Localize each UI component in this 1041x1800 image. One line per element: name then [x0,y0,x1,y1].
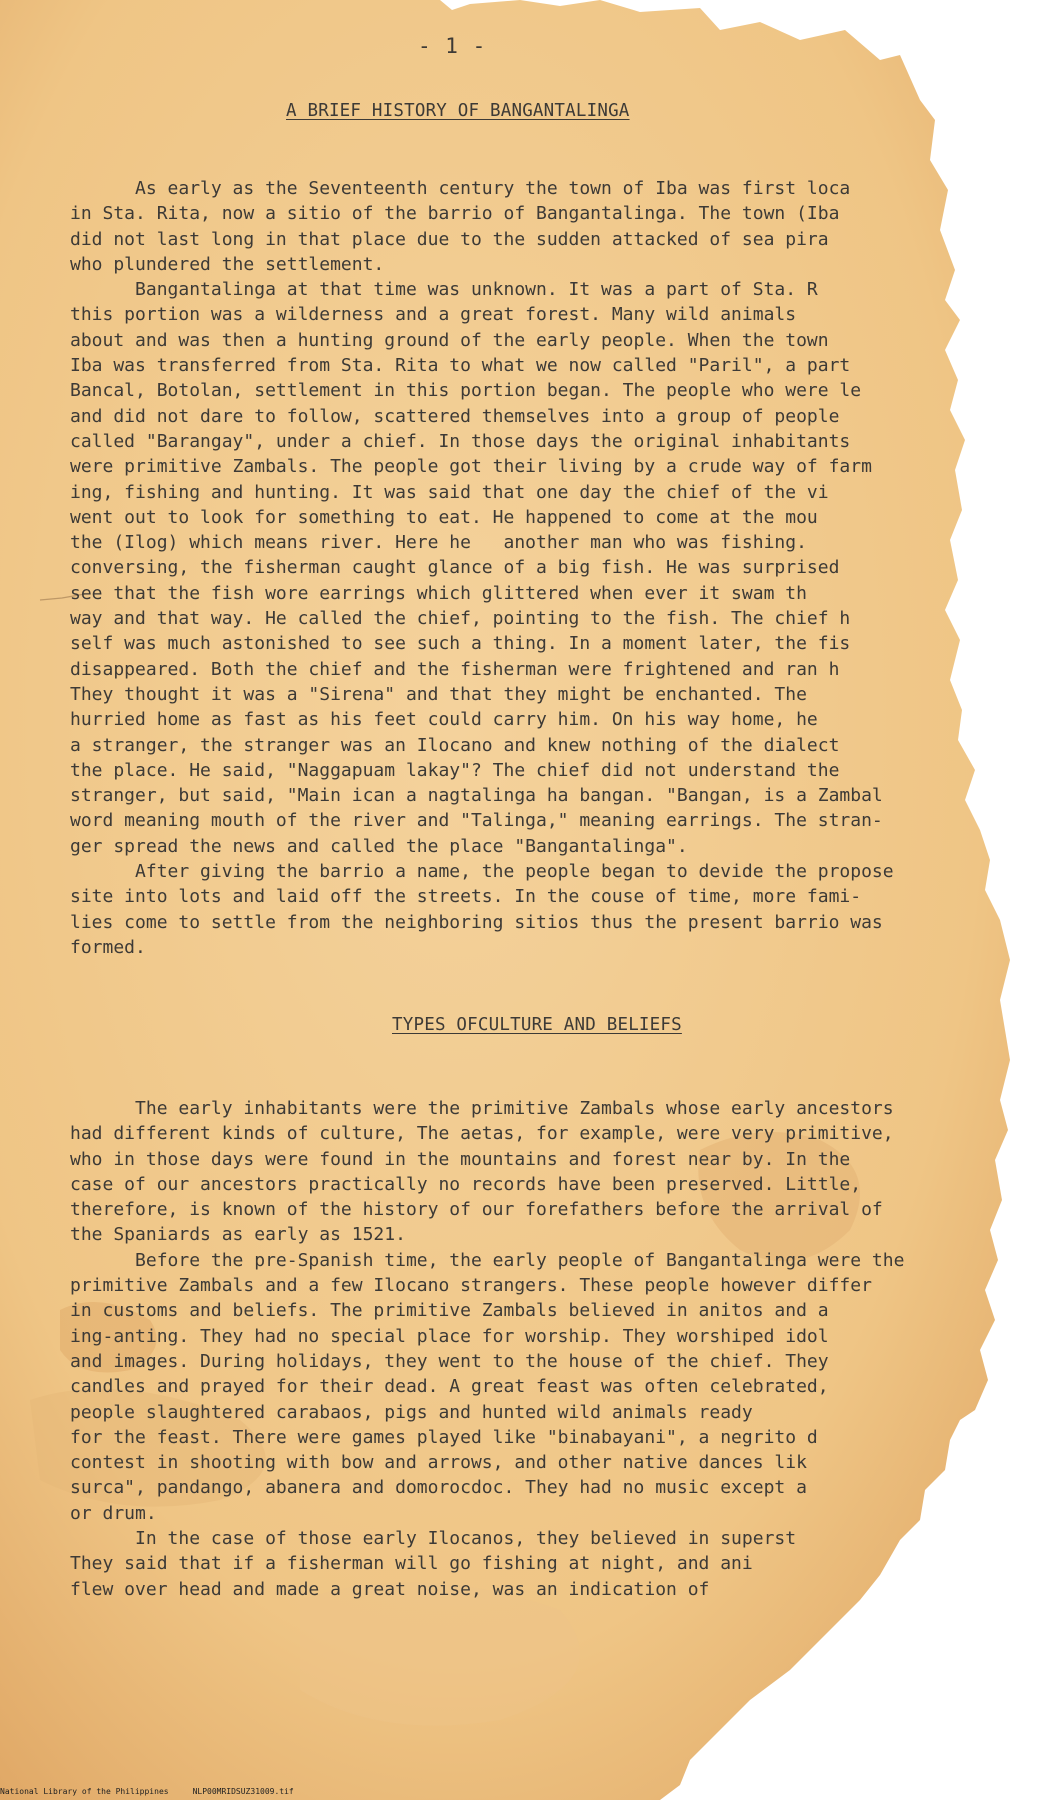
history-text-block [70,176,1005,960]
text-line: in Sta. Rita, now a sitio of the barrio of Bangantalinga. The town (Iba [70,203,840,225]
text-line: The early inhabitants were the primitive Zambals whose early ancestors [70,1098,894,1119]
text-line: Bancal, Botolan, settlement in this portion began. The people who were le [70,380,862,402]
text-line: conversing, the fisherman caught glance of a big fish. He was surprised [70,557,840,579]
text-line: case of our ancestors practically no records have been preserved. Little, [70,1173,862,1195]
text-line: were primitive Zambals. The people got their living by a crude way of farm [70,456,872,478]
text-line: who in those days were found in the mountains and forest near by. In the [70,1148,851,1170]
text-line: and images. During holidays, they went to the house of the chief. They [70,1350,829,1372]
text-line: the Spaniards as early as 1521. [70,1224,406,1246]
text-line: about and was then a hunting ground of the early people. When the town [70,329,829,351]
text-line: In the case of those early Ilocanos, they believed in superst [70,1528,797,1550]
text-line: who plundered the settlement. [70,253,385,275]
text-line: went out to look for something to eat. He happened to come at the mou [70,506,818,528]
text-line: people slaughtered carabaos, pigs and hunted wild animals ready [70,1401,753,1423]
text-line: word meaning mouth of the river and "Talinga," meaning earrings. The stran- [70,810,883,832]
text-line: Bangantalinga at that time was unknown. It was a part of Sta. R [70,279,818,301]
text-line: lies come to settle from the neighboring sitios thus the present barrio was [70,911,883,933]
text-line: ger spread the news and called the place "Bangantalinga". [70,835,688,857]
text-line: candles and prayed for their dead. A great feast was often celebrated, [70,1376,829,1398]
text-line: or drum. [70,1502,157,1524]
text-line: ing, fishing and hunting. It was said that one day the chief of the vi [70,481,829,503]
text-line: way and that way. He called the chief, pointing to the fish. The chief h [70,608,851,630]
text-line: stranger, but said, "Main ican a nagtalinga ha bangan. "Bangan, is a Zambal [70,785,883,807]
text-line: this portion was a wilderness and a great forest. Many wild animals [70,304,797,326]
text-line: in customs and beliefs. The primitive Zambals believed in anitos and a [70,1300,829,1322]
section-heading-history: A BRIEF HISTORY OF BANGANTALINGA [286,101,630,121]
text-line: disappeared. Both the chief and the fisherman were frightened and ran h [70,658,840,680]
text-line: primitive Zambals and a few Ilocano strangers. These people however differ [70,1275,872,1297]
text-line: self was much astonished to see such a thing. In a moment later, the fis [70,633,851,655]
section-heading-culture: TYPES OFCULTURE AND BELIEFS [392,1015,682,1035]
scan-footer [0,1787,318,1796]
file-identifier: NLP00MRIDSUZ31009.tif [192,1787,294,1796]
text-line: a stranger, the stranger was an Ilocano and knew nothing of the dialect [70,734,840,756]
text-line: site into lots and laid off the streets. In the couse of time, more fami- [70,886,862,908]
text-line: and did not dare to follow, scattered themselves into a group of people [70,405,840,427]
text-line: They thought it was a "Sirena" and that they might be enchanted. The [70,683,807,705]
text-line: contest in shooting with bow and arrows, and other native dances lik [70,1452,807,1474]
text-line: They said that if a fisherman will go fishing at night, and ani [70,1553,753,1575]
text-line: hurried home as fast as his feet could carry him. On his way home, he [70,709,818,731]
text-line: ing-anting. They had no special place for worship. They worshiped idol [70,1325,829,1347]
text-line: After giving the barrio a name, the people began to devide the propose [70,861,894,883]
text-line: called "Barangay", under a chief. In those days the original inhabitants [70,430,851,452]
text-line: for the feast. There were games played like "binabayani", a negrito d [70,1426,818,1448]
text-line: formed. [70,936,146,958]
text-line: did not last long in that place due to the sudden attacked of sea pira [70,228,829,250]
text-line: the place. He said, "Naggapuam lakay"? The chief did not understand the [70,759,840,781]
text-line: flew over head and made a great noise, was an indication of [70,1578,710,1600]
text-line: Before the pre-Spanish time, the early people of Bangantalinga were the [70,1249,905,1271]
text-line: surca", pandango, abanera and domorocdoc. They had no music except a [70,1477,807,1499]
text-line: the (Ilog) which means river. Here he another man who was fishing. [70,532,807,554]
culture-text-block [70,1096,1005,1602]
library-credit: National Library of the Philippines [0,1787,169,1796]
page-number: - 1 - [418,34,487,58]
text-line: therefore, is known of the history of our forefathers before the arrival of [70,1199,883,1221]
text-line: see that the fish wore earrings which glittered when ever it swam th [70,582,807,604]
text-line: As early as the Seventeenth century the town of Iba was first loca [70,178,851,199]
text-line: Iba was transferred from Sta. Rita to what we now called "Paril", a part [70,355,851,377]
text-line: had different kinds of culture, The aetas, for example, were very primitive, [70,1123,894,1145]
